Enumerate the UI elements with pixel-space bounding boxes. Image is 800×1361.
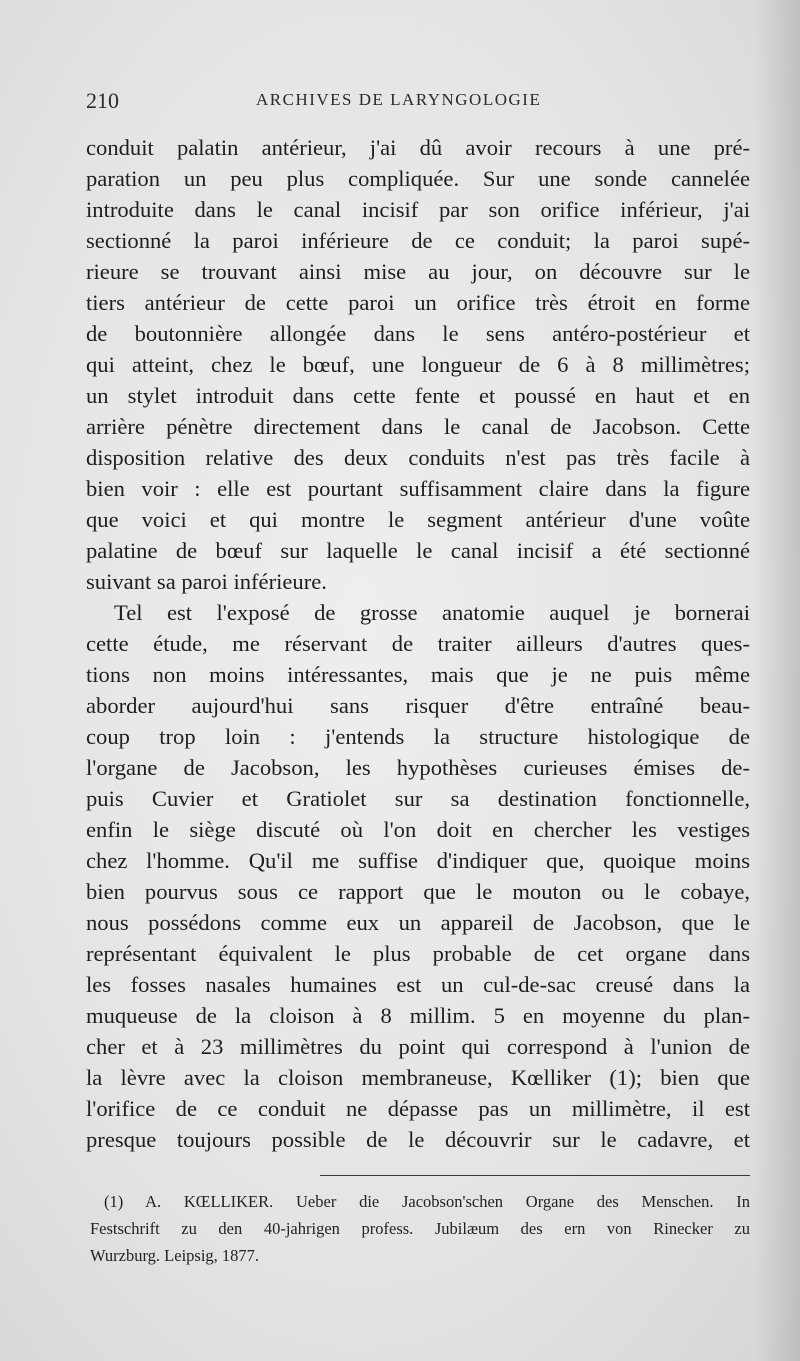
text-line: tions non moins intéressantes, mais que je ne puis même bbox=[86, 662, 750, 687]
text-line: cette étude, me réservant de traiter ailleurs d'autres ques- bbox=[86, 631, 750, 656]
text-line: cher et à 23 millimètres du point qui correspond à l'union de bbox=[86, 1034, 750, 1059]
text-line: les fosses nasales humaines est un cul-de-sac creusé dans la bbox=[86, 972, 750, 997]
text-line: conduit palatin antérieur, j'ai dû avoir recours à une pré- bbox=[86, 135, 750, 160]
text-line: muqueuse de la cloison à 8 millim. 5 en moyenne du plan- bbox=[86, 1003, 750, 1028]
text-line: la lèvre avec la cloison membraneuse, Kœlliker (1); bien que bbox=[86, 1065, 750, 1090]
text-line: aborder aujourd'hui sans risquer d'être entraîné beau- bbox=[86, 693, 750, 718]
text-line: disposition relative des deux conduits n'est pas très facile à bbox=[86, 445, 750, 470]
text-line: paration un peu plus compliquée. Sur une sonde cannelée bbox=[86, 166, 750, 191]
text-line: enfin le siège discuté où l'on doit en chercher les vestiges bbox=[86, 817, 750, 842]
body-text bbox=[86, 132, 750, 1155]
running-head: ARCHIVES DE LARYNGOLOGIE bbox=[256, 90, 542, 109]
text-line: l'organe de Jacobson, les hypothèses curieuses émises de- bbox=[86, 755, 750, 780]
text-line: tiers antérieur de cette paroi un orifice très étroit en forme bbox=[86, 290, 750, 315]
text-line: qui atteint, chez le bœuf, une longueur de 6 à 8 millimètres; bbox=[86, 352, 750, 377]
text-line: puis Cuvier et Gratiolet sur sa destination fonctionnelle, bbox=[86, 786, 750, 811]
text-line: presque toujours possible de le découvrir sur le cadavre, et bbox=[86, 1127, 750, 1152]
text-line: rieure se trouvant ainsi mise au jour, on découvre sur le bbox=[86, 259, 750, 284]
paragraph-start-line: Tel est l'exposé de grosse anatomie auquel je bornerai bbox=[114, 600, 750, 625]
text-line: chez l'homme. Qu'il me suffise d'indiquer que, quoique moins bbox=[86, 848, 750, 873]
text-line: nous possédons comme eux un appareil de Jacobson, que le bbox=[86, 910, 750, 935]
text-line: représentant équivalent le plus probable de cet organe dans bbox=[86, 941, 750, 966]
text-line: que voici et qui montre le segment antérieur d'une voûte bbox=[86, 507, 750, 532]
page-edge-shadow bbox=[754, 0, 800, 1361]
text-line: bien voir : elle est pourtant suffisamment claire dans la figure bbox=[86, 476, 750, 501]
page-header bbox=[86, 88, 676, 124]
footnote-rule bbox=[320, 1175, 750, 1176]
text-line: coup trop loin : j'entends la structure histologique de bbox=[86, 724, 750, 749]
text-line: bien pourvus sous ce rapport que le mouton ou le cobaye, bbox=[86, 879, 750, 904]
footnote-line: Festschrift zu den 40-jahrigen profess. Jubilæum des ern von Rinecker zu bbox=[90, 1219, 750, 1238]
footnote-line: Wurzburg. Leipsig, 1877. bbox=[90, 1246, 260, 1265]
text-line: suivant sa paroi inférieure. bbox=[86, 569, 327, 594]
text-line: un stylet introduit dans cette fente et poussé en haut et en bbox=[86, 383, 750, 408]
text-line: sectionné la paroi inférieure de ce conduit; la paroi supé- bbox=[86, 228, 750, 253]
text-line: de boutonnière allongée dans le sens antéro-postérieur et bbox=[86, 321, 750, 346]
text-line: palatine de bœuf sur laquelle le canal incisif a été sectionné bbox=[86, 538, 750, 563]
footnote-line: (1) A. KŒLLIKER. Ueber die Jacobson'schen Organe des Menschen. In bbox=[104, 1192, 750, 1211]
text-line: arrière pénètre directement dans le canal de Jacobson. Cette bbox=[86, 414, 750, 439]
text-line: introduite dans le canal incisif par son orifice inférieur, j'ai bbox=[86, 197, 750, 222]
text-line: l'orifice de ce conduit ne dépasse pas un millimètre, il est bbox=[86, 1096, 750, 1121]
page-number: 210 bbox=[86, 88, 119, 113]
footnote bbox=[90, 1188, 750, 1269]
